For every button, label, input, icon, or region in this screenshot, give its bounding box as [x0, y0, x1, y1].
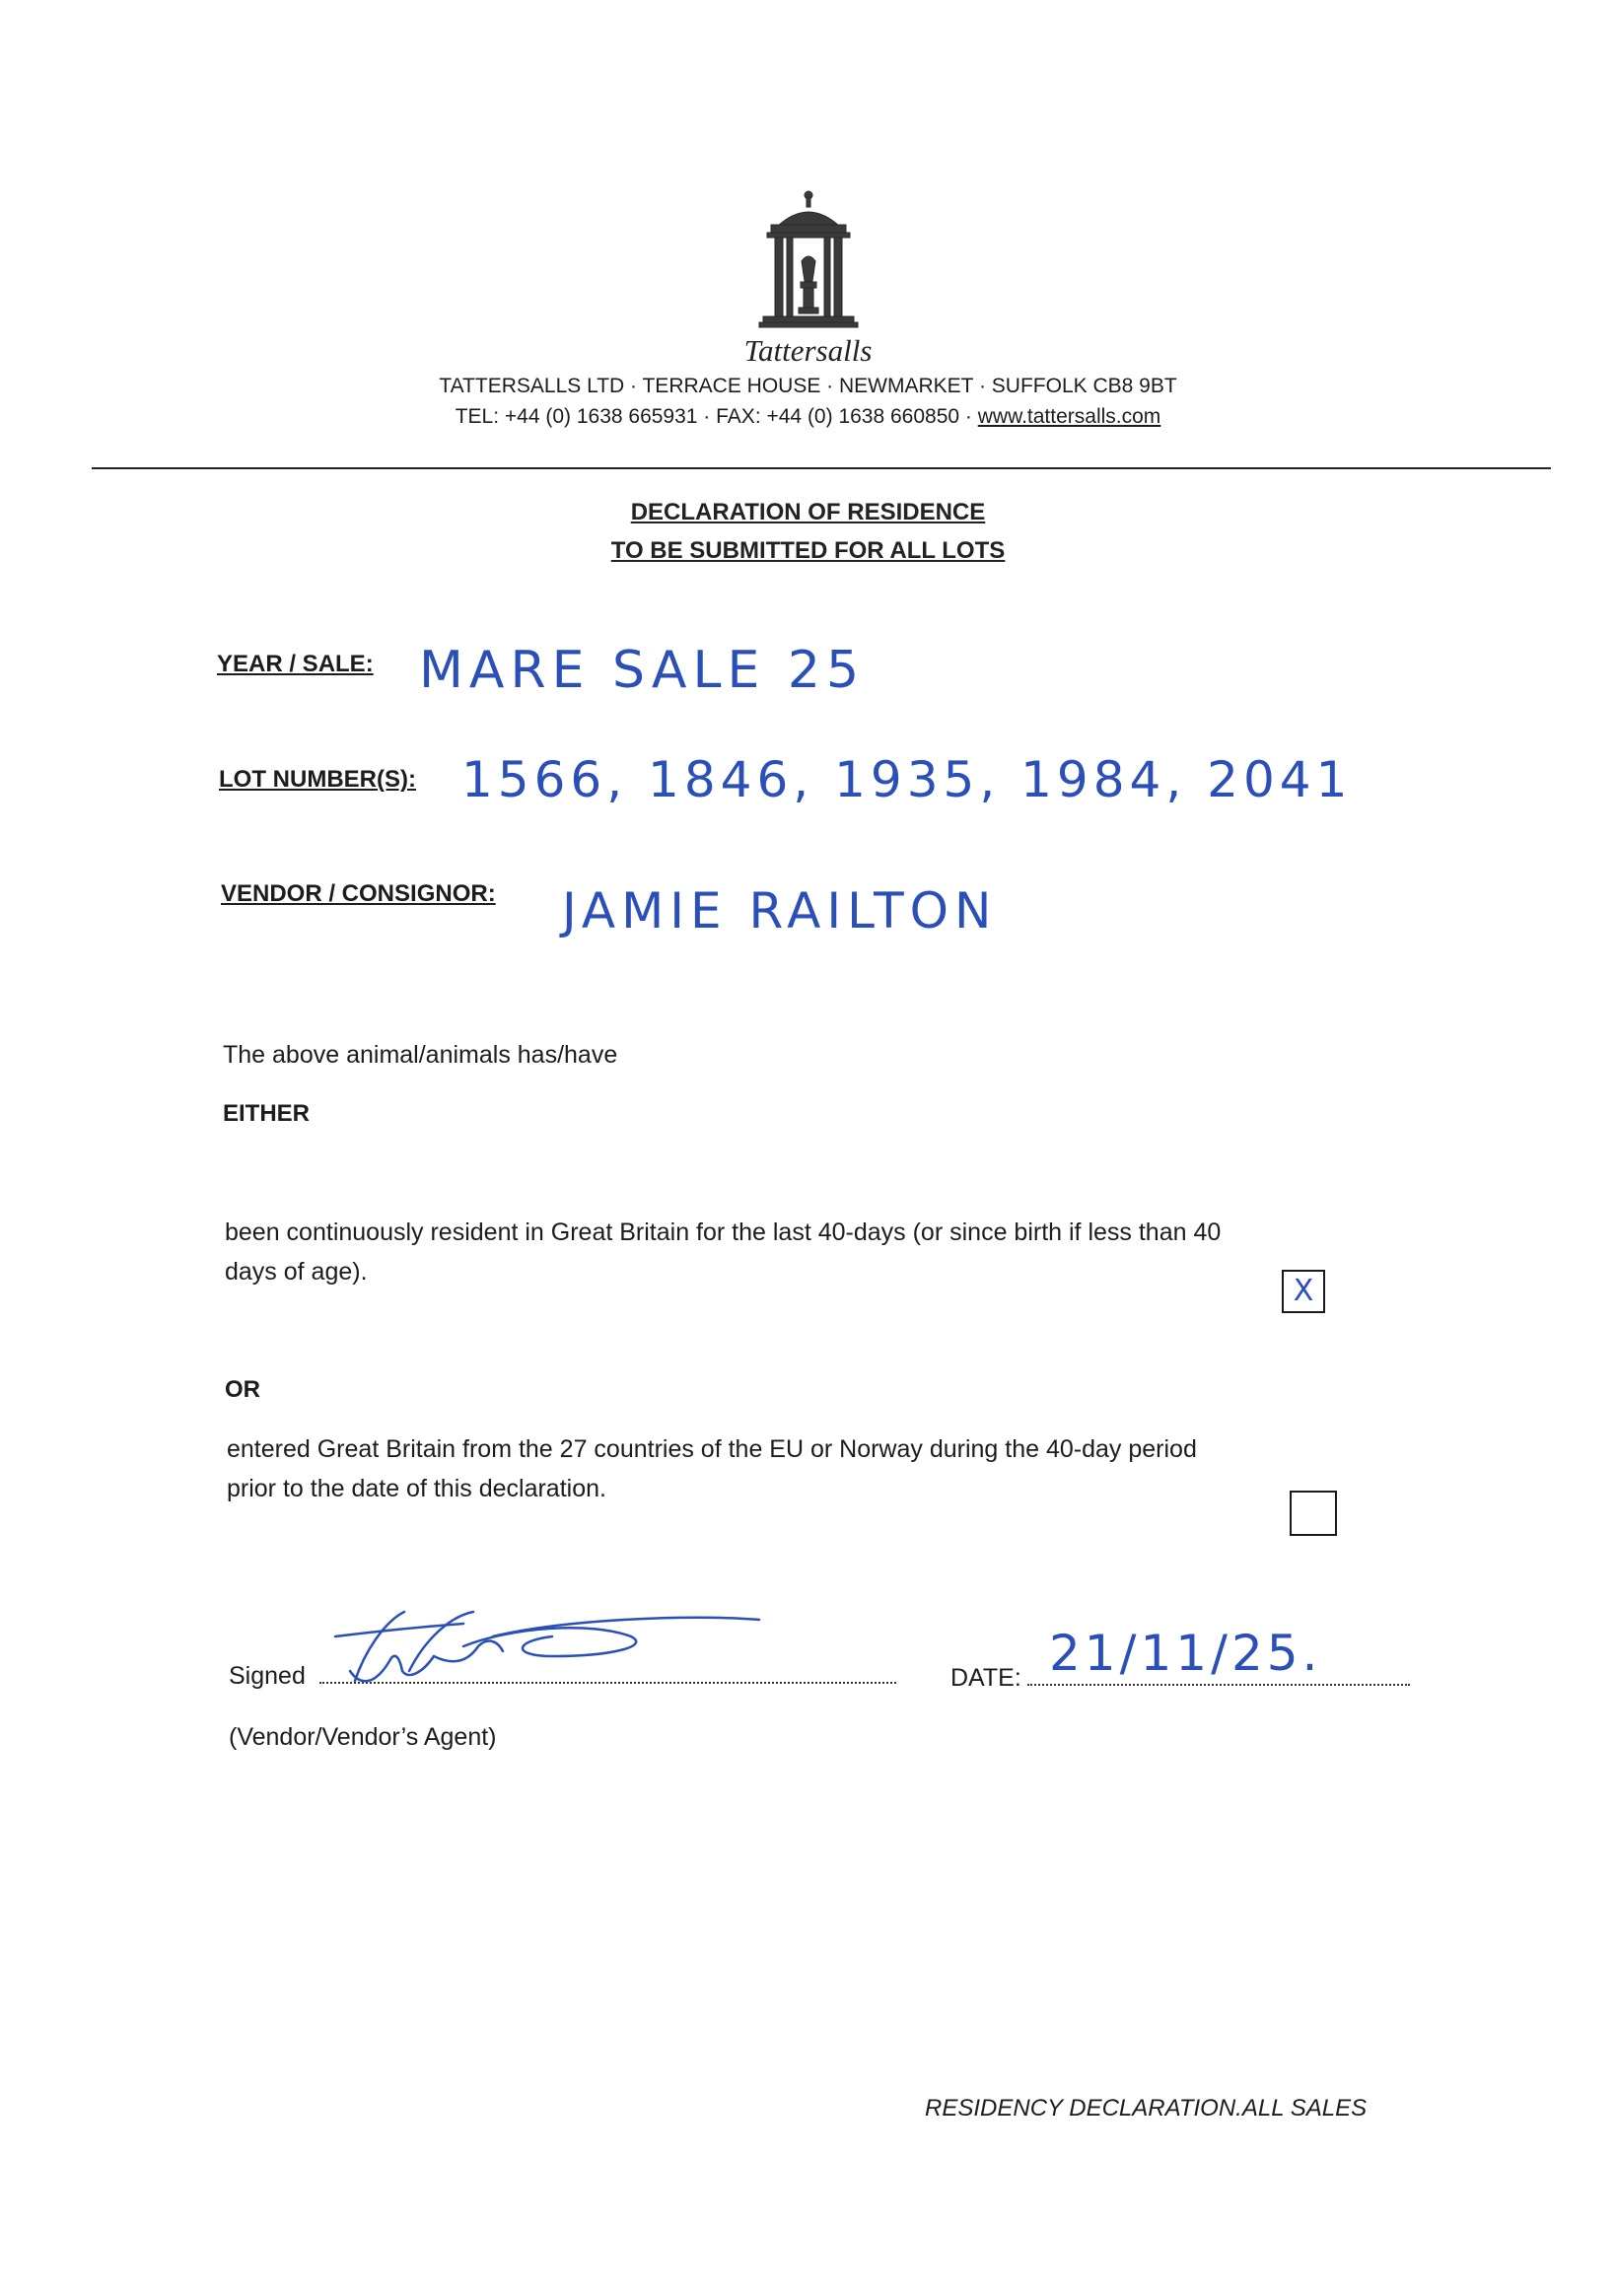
- vendor-consignor-value: JAMIE RAILTON: [562, 882, 998, 939]
- company-address: TATTERSALLS LTD · TERRACE HOUSE · NEWMARKET · SUFFOLK CB8 9BT: [439, 375, 1177, 397]
- header-divider: [92, 467, 1551, 469]
- lot-numbers-value: 1566, 1846, 1935, 1984, 2041: [461, 751, 1353, 808]
- footer-reference: RESIDENCY DECLARATION.ALL SALES: [925, 2095, 1368, 2122]
- vendor-consignor-label: VENDOR / CONSIGNOR:: [221, 880, 496, 907]
- lot-numbers-label: LOT NUMBER(S):: [219, 766, 416, 793]
- signatory-role: (Vendor/Vendor’s Agent): [229, 1723, 497, 1751]
- intro-text: The above animal/animals has/have: [223, 1041, 618, 1069]
- document-title: DECLARATION OF RESIDENCE: [630, 499, 986, 525]
- year-sale-value: MARE SALE 25: [419, 641, 866, 700]
- date-label: DATE:: [950, 1664, 1021, 1692]
- brand-name: Tattersalls: [743, 333, 873, 368]
- option1-check-mark: X: [1293, 1274, 1314, 1308]
- signature-image-icon: [316, 1602, 769, 1691]
- company-contact: [0, 405, 1616, 429]
- option1-text-line1: been continuously resident in Great Britain for the last 40-days (or since birth if less than 40: [225, 1218, 1222, 1246]
- tattersalls-logo-icon: [747, 187, 870, 335]
- option2-checkbox[interactable]: [1290, 1491, 1337, 1536]
- website-link[interactable]: www.tattersalls.com: [977, 405, 1161, 428]
- option1-text-line2: days of age).: [225, 1258, 368, 1286]
- option2-text-line2: prior to the date of this declaration.: [227, 1475, 606, 1502]
- either-label: EITHER: [223, 1100, 311, 1127]
- option1-checkbox[interactable]: [1282, 1270, 1325, 1313]
- year-sale-label: YEAR / SALE:: [217, 651, 374, 677]
- contact-numbers: TEL: +44 (0) 1638 665931 · FAX: +44 (0) 1638 660850 ·: [455, 405, 978, 428]
- option2-text-line1: entered Great Britain from the 27 countries of the EU or Norway during the 40-day period: [227, 1435, 1197, 1463]
- or-label: OR: [225, 1376, 260, 1403]
- document-subtitle: TO BE SUBMITTED FOR ALL LOTS: [610, 537, 1006, 564]
- signed-label: Signed: [229, 1662, 306, 1690]
- date-line: [1027, 1684, 1410, 1686]
- date-value: 21/11/25.: [1049, 1625, 1322, 1682]
